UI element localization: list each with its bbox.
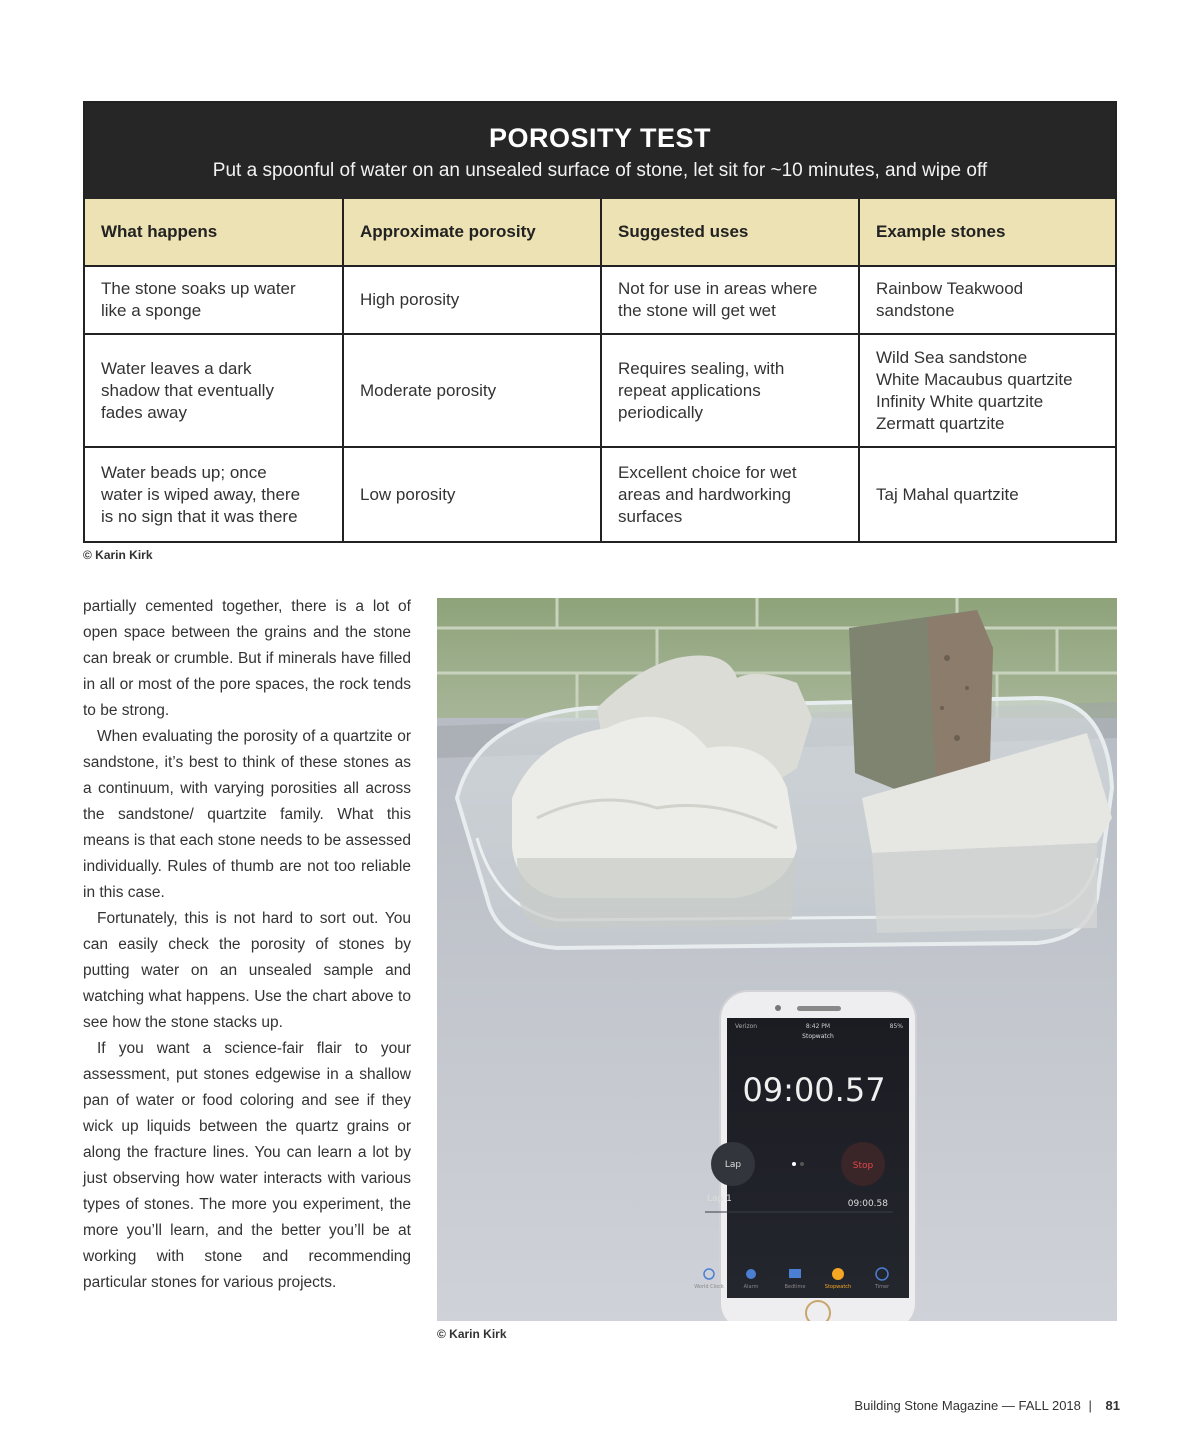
- carrier-label: Verizon: [735, 1023, 758, 1030]
- cell-line: Water leaves a dark: [101, 358, 252, 378]
- table-row: [85, 334, 1115, 447]
- stone-samples-photo: [437, 598, 1117, 1321]
- cell-line: shadow that eventually: [101, 380, 274, 400]
- tab-stopwatch[interactable]: Stopwatch: [824, 1284, 852, 1290]
- cell-line: is no sign that it was there: [101, 506, 298, 526]
- article-body: [83, 594, 411, 1296]
- cell-example-stones: [859, 447, 1115, 541]
- porosity-table: [85, 199, 1115, 541]
- tab-bedtime[interactable]: Bedtime: [784, 1284, 806, 1290]
- photo-credit: © Karin Kirk: [437, 1327, 507, 1341]
- bedtime-icon[interactable]: [789, 1269, 801, 1278]
- page-dot-active: [792, 1162, 796, 1166]
- table-title: POROSITY TEST: [488, 123, 712, 153]
- porosity-test-table: [83, 101, 1117, 543]
- cell-line: Wild Sea sandstone: [876, 347, 1028, 367]
- table-header: [85, 103, 1115, 199]
- front-camera-icon: [775, 1005, 781, 1011]
- cell-suggested-uses: [601, 334, 859, 447]
- status-clock: 8:42 PM: [805, 1023, 831, 1030]
- cell-what-happens: [85, 447, 343, 541]
- cell-line: Not for use in areas where: [618, 279, 818, 298]
- phone: [694, 991, 916, 1321]
- cell-line: areas and hardworking: [618, 484, 791, 504]
- cell-line: Requires sealing, with: [618, 358, 785, 378]
- magazine-name: Building Stone Magazine —: [854, 1398, 1015, 1413]
- alarm-icon[interactable]: [746, 1269, 756, 1279]
- cell-example-stones: [859, 266, 1115, 334]
- cell-line: the stone will get wet: [618, 301, 776, 320]
- cell-porosity: High porosity: [343, 266, 601, 334]
- page-dot: [800, 1162, 804, 1166]
- cell-suggested-uses: [601, 266, 859, 334]
- cell-line: Taj Mahal quartzite: [876, 484, 1019, 504]
- cell-line: periodically: [618, 402, 704, 422]
- table-header-row: [85, 199, 1115, 266]
- column-header-what-happens: What happens: [85, 199, 343, 266]
- tab-alarm[interactable]: Alarm: [743, 1284, 759, 1290]
- page-number: 81: [1105, 1398, 1120, 1413]
- cell-line: Rainbow Teakwood: [876, 279, 1024, 298]
- lap-button-label: Lap: [724, 1160, 742, 1170]
- lap-time: 09:00.58: [847, 1199, 888, 1209]
- table-row: [85, 266, 1115, 334]
- cell-line: water is wiped away, there: [101, 484, 301, 504]
- cell-what-happens: [85, 266, 343, 334]
- paragraph: partially cemented together, there is a lot of open space between the grains and the stone can break or crumble. But if minerals have filled in all or most of the pore spaces, the rock tends to be strong.: [83, 598, 411, 719]
- footer-separator: |: [1088, 1398, 1092, 1413]
- battery-label: 85%: [889, 1023, 903, 1030]
- stopwatch-time: 09:00.57: [742, 1071, 886, 1109]
- stopwatch-icon[interactable]: [832, 1268, 844, 1280]
- cell-line: White Macaubus quartzite: [876, 369, 1073, 389]
- cell-what-happens: [85, 334, 343, 447]
- column-header-approximate-porosity: Approximate porosity: [343, 199, 601, 266]
- lap-label: Lap 1: [707, 1194, 732, 1204]
- table-row: [85, 447, 1115, 541]
- cell-line: fades away: [101, 402, 187, 422]
- cell-line: Excellent choice for wet: [618, 462, 797, 482]
- column-header-example-stones: Example stones: [859, 199, 1115, 266]
- cell-porosity: Low porosity: [343, 447, 601, 541]
- cell-suggested-uses: [601, 447, 859, 541]
- issue-label: FALL 2018: [1018, 1398, 1081, 1413]
- stopwatch-title: Stopwatch: [802, 1033, 834, 1040]
- cell-porosity: Moderate porosity: [343, 334, 601, 447]
- cell-example-stones: [859, 334, 1115, 447]
- page-footer: [854, 1398, 1120, 1413]
- cell-line: Water beads up; once: [101, 462, 267, 482]
- cell-line: Zermatt quartzite: [876, 413, 1005, 433]
- paragraph: Fortunately, this is not hard to sort out. You can easily check the porosity of stones by putting water on an unsealed sample and watching what happens. Use the chart above to see how the stone stacks up.: [83, 910, 411, 1031]
- cell-line: surfaces: [618, 506, 683, 526]
- cell-line: sandstone: [876, 301, 955, 320]
- photo-illustration: [437, 598, 1117, 1321]
- table-subtitle: Put a spoonful of water on an unsealed surface of stone, let sit for ~10 minutes, and wipe off: [212, 160, 988, 181]
- cell-line: Infinity White quartzite: [876, 391, 1044, 411]
- column-header-suggested-uses: Suggested uses: [601, 199, 859, 266]
- paragraph: When evaluating the porosity of a quartzite or sandstone, it’s best to think of these stones as a continuum, with varying porosities all across the sandstone/ quartzite family. What this means is that each stone needs to be assessed individually. Rules of thumb are not too reliable in this case.: [83, 728, 411, 901]
- tab-timer[interactable]: Timer: [874, 1284, 890, 1290]
- tab-world-clock[interactable]: World Clock: [694, 1284, 724, 1290]
- table-credit: © Karin Kirk: [83, 548, 153, 562]
- paragraph: If you want a science-fair flair to your assessment, put stones edgewise in a shallow pan of water or food coloring and see if they wick up liquids between the quartz grains or along the fracture lines. You can learn a lot by just observing how water interacts with various types of stones. The more you experiment, the more you’ll learn, and the better you’ll be at working with stone and recommending particular stones for various projects.: [83, 1040, 411, 1291]
- cell-line: repeat applications: [618, 380, 761, 400]
- stop-button-label: Stop: [852, 1161, 874, 1171]
- cell-line: like a sponge: [101, 301, 202, 320]
- cell-line: The stone soaks up water: [101, 279, 296, 298]
